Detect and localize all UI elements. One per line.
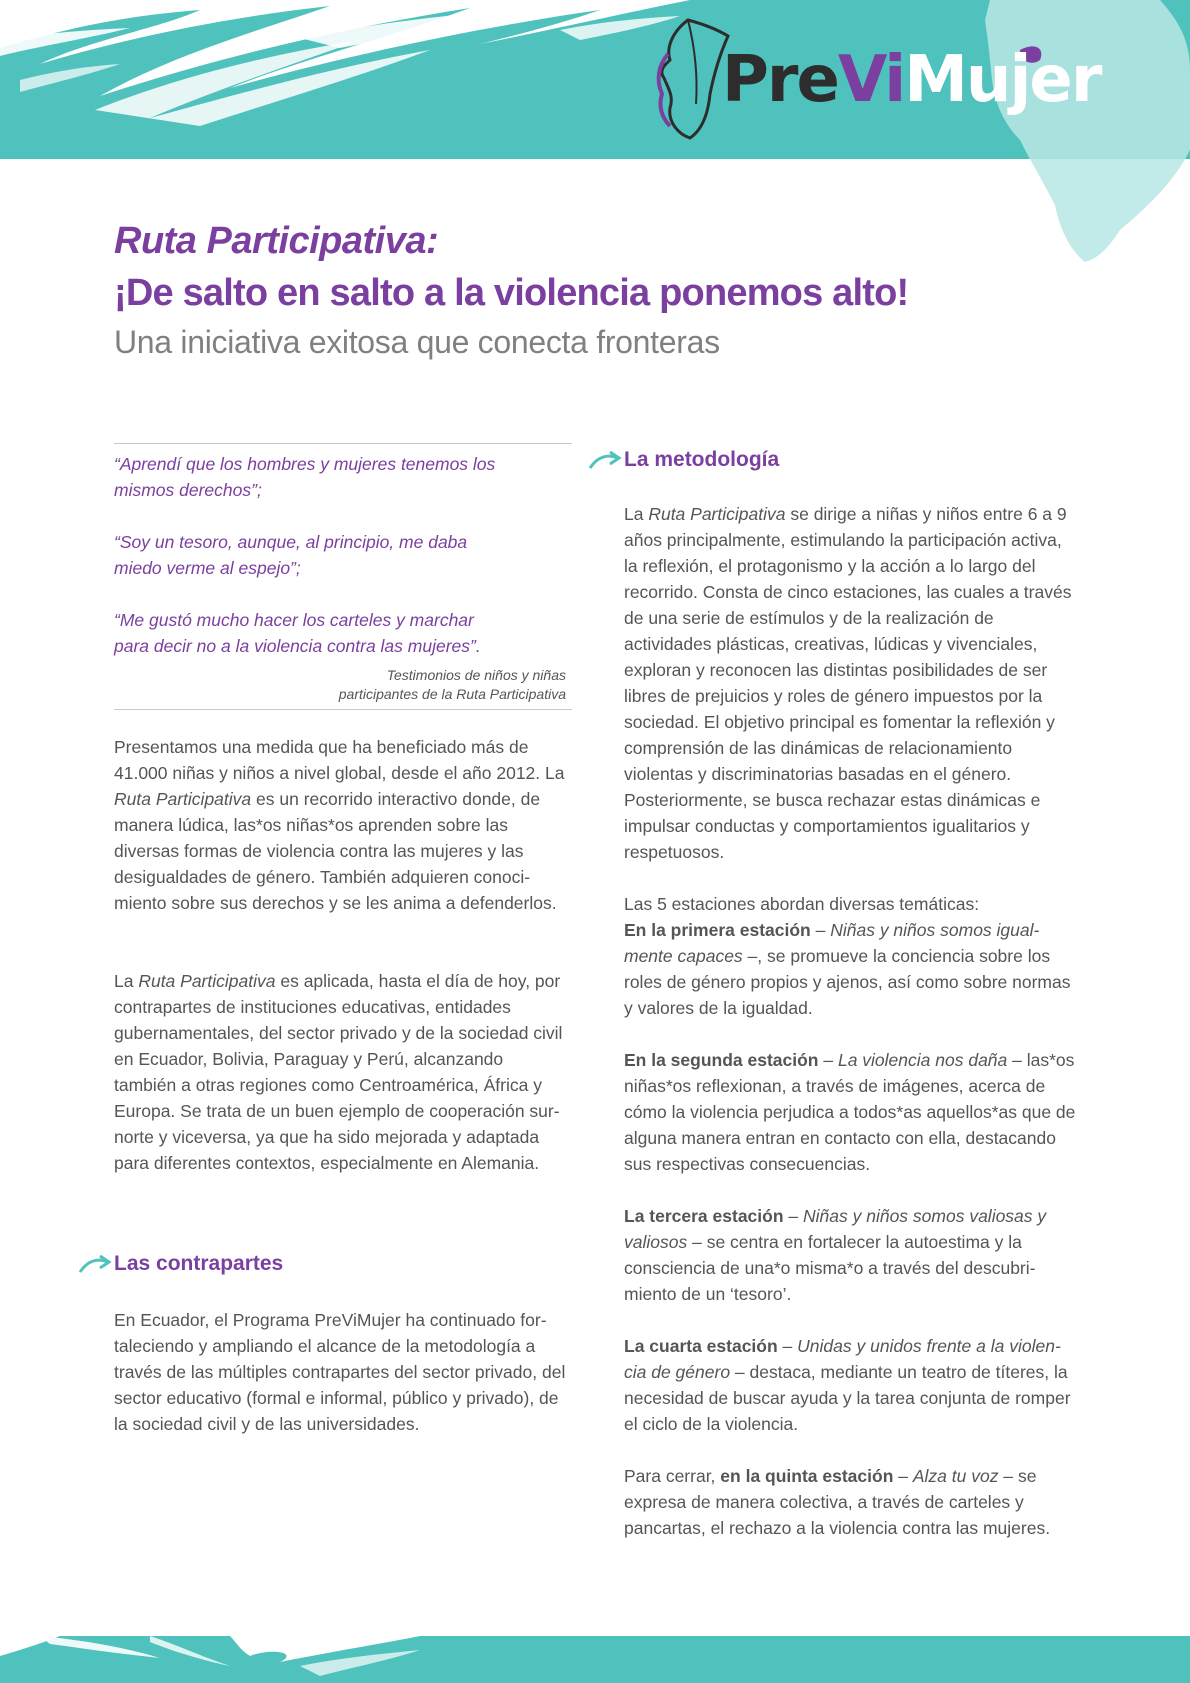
station-1-paragraph: Las 5 estaciones abordan diversas temáticas: En la primera estación – Niñas y niños somos igualmente capaces –, se promueve la conciencia sobre los roles de género propios y ajenos, así como sobre normas y valores de la igualdad.	[624, 894, 1071, 1018]
application-paragraph: La Ruta Participativa es aplicada, hasta el día de hoy, por contrapartes de instituciones educativas, entidades gubernamentales, del sector privado y de la sociedad civil en Ecuador, Bolivia, Paraguay y Perú, alcanzando también a otras regiones como Centroamérica, África y Europa. Se trata de un buen ejemplo de cooperación sur-norte y viceversa, ya que ha sido mejorada y adaptada para diferentes contextos, especialmente en Alemania.	[114, 971, 563, 1173]
station-3-paragraph: La tercera estación – Niñas y niños somos valiosas y valiosos – se centra en fortalecer la autoestima y la consciencia de una*o misma*o a través del descubrimiento de un ‘tesoro’.	[624, 1206, 1047, 1304]
page-headline: ¡De salto en salto a la violencia ponemos alto!	[114, 272, 909, 314]
title-block	[114, 218, 1074, 362]
arrow-icon	[78, 1252, 112, 1276]
testimonial-quote: “Me gustó mucho hacer los carteles y marchar para decir no a la violencia contra las mujeres”.	[114, 610, 481, 656]
previmujer-logo	[722, 43, 1101, 117]
station-2-paragraph: En la segunda estación – La violencia nos daña – las*os niñas*os reflexionan, a través de imágenes, acerca de cómo la violencia perjudica a todos*as aquellos*as que de alguna manera entran en contacto con ella, destacando sus respectivas consecuencias.	[624, 1050, 1076, 1174]
logo-part3: Mujer	[904, 43, 1101, 117]
metodologia-heading: La metodología	[588, 448, 779, 472]
footer-banner	[0, 1636, 1190, 1683]
contrapartes-heading: Las contrapartes	[78, 1252, 283, 1276]
testimonial-attribution: Testimonios de niños y niñas participantes de la Ruta Participativa	[338, 667, 566, 702]
station-4-paragraph: La cuarta estación – Unidas y unidos frente a la violencia de género – destaca, mediante un teatro de títeres, la necesidad de buscar ayuda y la tarea conjunta de romper el ciclo de la violencia.	[624, 1336, 1071, 1434]
metodologia-paragraph: La Ruta Participativa se dirige a niñas y niños entre 6 a 9 años principalmente, estimulando la participación activa, la reflexión, el protagonismo y la acción a lo largo del recorrido. Consta de cinco estaciones, las cuales a través de una serie de estímulos y de la realización de actividades plásticas, creativas, lúdicas y vivenciales, exploran y reconocen las distintas posibilidades de ser libres de prejuicios y roles de género impuestos por la sociedad. El objetivo principal es fomentar la reflexión y comprensión de las dinámicas de relacionamiento violentas y discriminatorias basadas en el género. Posteriormente, se busca rechazar estas dinámicas e impulsar conductas y comportamientos igualitarios y respetuosos.	[624, 504, 1072, 862]
testimonials-box	[114, 443, 572, 710]
testimonial-quote: “Aprendí que los hombres y mujeres tenemos los mismos derechos”;	[114, 454, 496, 500]
logo-part2: Vi	[837, 43, 905, 117]
intro-paragraph: Presentamos una medida que ha beneficiado más de 41.000 niñas y niños a nivel global, desde el año 2012. La Ruta Participativa es un recorrido interactivo donde, de manera lúdica, las*os niñas*os aprenden sobre las diversas formas de violencia contra las mujeres y las desigualdades de género. También adquieren conocimiento sobre sus derechos y se les anima a defenderlos.	[114, 737, 565, 913]
page-title: Ruta Participativa:	[114, 220, 439, 262]
page-subtitle: Una iniciativa exitosa que conecta fronteras	[114, 324, 720, 360]
logo-part1: Pre	[722, 43, 838, 117]
station-5-paragraph: Para cerrar, en la quinta estación – Alza tu voz – se expresa de manera colectiva, a través de carteles y pancartas, el rechazo a la violencia contra las mujeres.	[624, 1466, 1051, 1538]
testimonial-quote: “Soy un tesoro, aunque, al principio, me daba miedo verme al espejo”;	[114, 532, 468, 578]
arrow-icon	[588, 448, 622, 472]
contrapartes-paragraph: En Ecuador, el Programa PreViMujer ha continuado fortaleciendo y ampliando el alcance de la metodología a través de las múltiples contrapartes del sector privado, del sector educativo (formal e informal, público y privado), de la sociedad civil y de las universidades.	[114, 1310, 566, 1434]
